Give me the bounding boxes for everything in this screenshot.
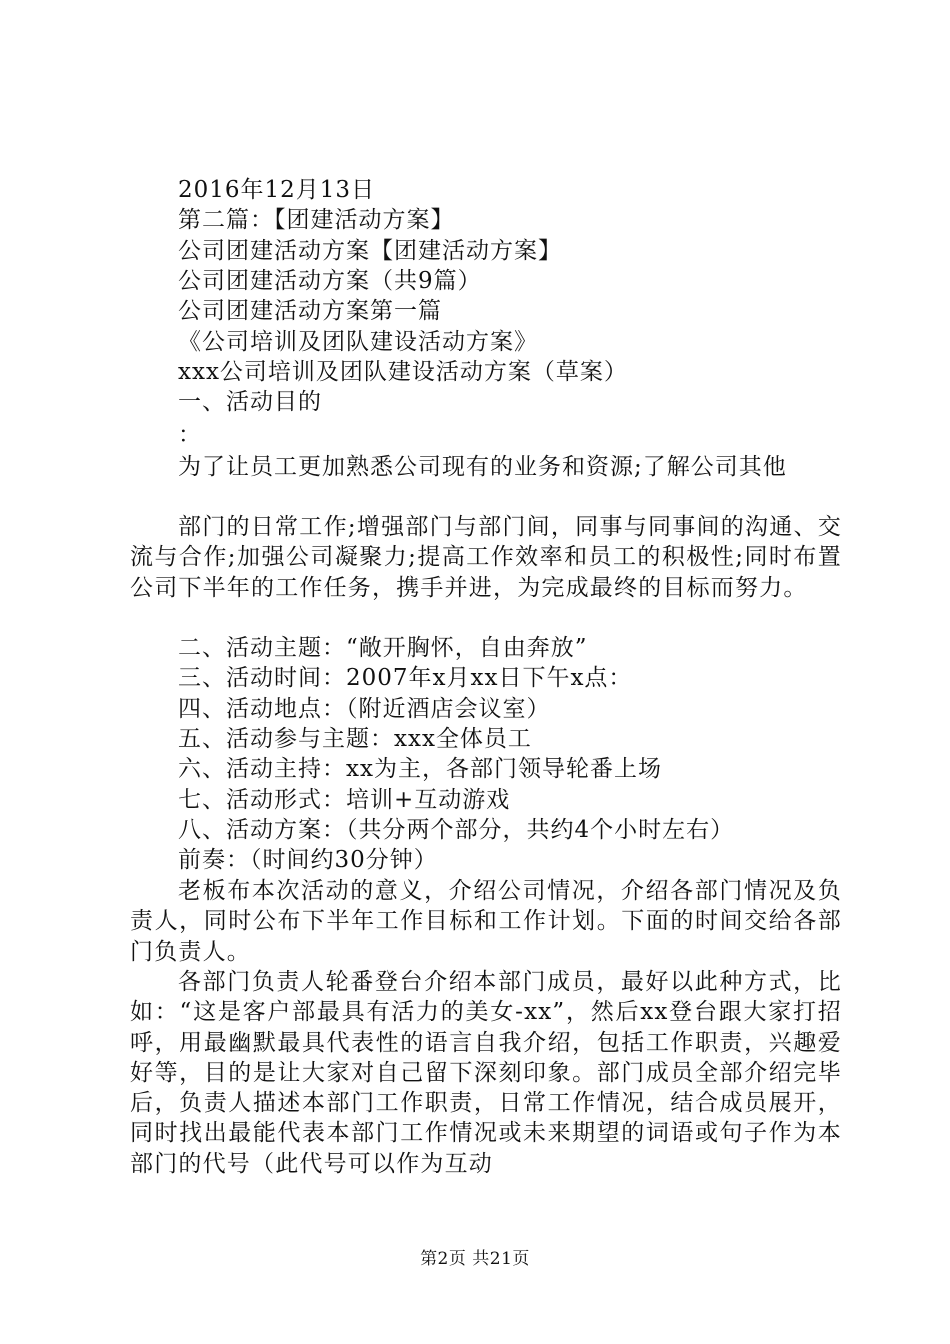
purpose-start-line: 为了让员工更加熟悉公司现有的业务和资源;了解公司其他 (178, 454, 787, 480)
title-line-a: 公司团建活动方案【团建活动方案】 (178, 238, 562, 264)
title-line-b: 公司团建活动方案（共9篇） (178, 268, 482, 294)
section-2-line: 二、活动主题：“敞开胸怀，自由奔放” (178, 635, 588, 661)
section-5-line: 五、活动参与主题：xxx全体员工 (178, 726, 532, 752)
section-3-line: 三、活动时间：2007年x月xx日下午x点： (178, 665, 633, 691)
section-4-line: 四、活动地点：（附近酒店会议室） (178, 696, 551, 722)
section-6-line: 六、活动主持：xx为主，各部门领导轮番上场 (178, 756, 662, 782)
purpose-paragraph: 部门的日常工作;增强部门与部门间，同事与同事间的沟通、交流与合作;加强公司凝聚力;提高工作效率和员工的积极性;同时布置公司下半年的工作任务，携手并进，为完成最终的目标而努力。 (130, 514, 842, 601)
section-7-line: 七、活动形式：培训+互动游戏 (178, 787, 511, 813)
prelude-line: 前奏：（时间约30分钟） (178, 847, 438, 873)
title-line-e: xxx公司培训及团队建设活动方案（草案） (178, 359, 628, 385)
departments-paragraph: 各部门负责人轮番登台介绍本部门成员，最好以此种方式，比如：“这是客户部最具有活力的美女-xx”，然后xx登台跟大家打招呼，用最幽默最具代表性的语言自我介绍，包括工作职责，兴趣爱好等，目的是让大家对自己留下深刻印象。部门成员全部介绍完毕后，负责人描述本部门工作职责，日常工作情况，结合成员展开，同时找出最能代表本部门工作情况或未来期望的词语或句子作为本部门的代号（此代号可以作为互动 (130, 969, 842, 1177)
section-8-line: 八、活动方案：（共分两个部分，共约4个小时左右） (178, 817, 735, 843)
title-line-c: 公司团建活动方案第一篇 (178, 298, 442, 324)
title-line-d: 《公司培训及团队建设活动方案》 (178, 329, 538, 355)
colon-line: ： (178, 422, 202, 448)
section-1-heading: 一、活动目的 (178, 389, 322, 415)
boss-paragraph: 老板布本次活动的意义，介绍公司情况，介绍各部门情况及负责人，同时公布下半年工作目标和工作计划。下面的时间交给各部门负责人。 (130, 878, 842, 965)
date-line: 2016年12月13日 (178, 177, 376, 203)
page-footer: 第2页 共21页 (420, 1249, 530, 1269)
chapter-heading: 第二篇：【团建活动方案】 (178, 207, 455, 233)
